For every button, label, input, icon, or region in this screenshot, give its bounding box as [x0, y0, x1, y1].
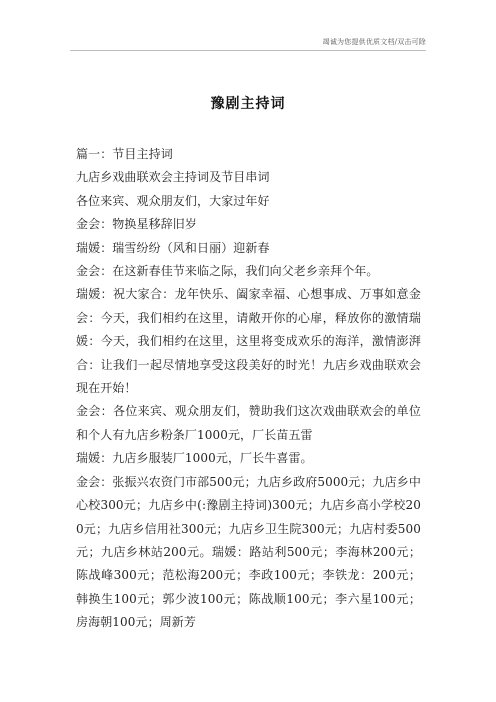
document-body [76, 143, 421, 635]
paragraph: 金会：物换星移辞旧岁 [76, 217, 198, 232]
paragraph: 篇一：节目主持词 [76, 147, 173, 161]
paragraph: 金会：各位来宾、观众朋友们，赞助我们这次戏曲联欢会的单位和个人有九店乡粉条厂1000元，厂长苗五雷 [76, 404, 421, 442]
paragraph: 九店乡戏曲联欢会主持词及节目串词 [76, 170, 270, 185]
paragraph: 各位来宾、观众朋友们，大家过年好 [76, 193, 270, 208]
paragraph: 瑞媛：九店乡服装厂1000元，厂长牛喜雷。 [76, 451, 313, 466]
document-title: 豫剧主持词 [210, 96, 286, 112]
paragraph: 瑞媛：祝大家合：龙年快乐、阖家幸福、心想事成、万事如意金会：今天，我们相约在这里，请敞开你的心扉，释放你的激情瑞媛：今天，我们相约在这里，这里将变成欢乐的海洋，激情澎湃合：让我们一起尽情地享受这段美好的时光！九店乡戏曲联欢会现在开始！ [76, 287, 421, 396]
header-divider [70, 50, 426, 51]
paragraph: 瑞媛：瑞雪纷纷（风和日丽）迎新春 [76, 240, 270, 255]
paragraph: 金会：在这新春佳节来临之际，我们向父老乡亲拜个年。 [76, 264, 379, 279]
paragraph: 金会：张振兴农资门市部500元；九店乡政府5000元；九店乡中心校300元；九店乡中(:豫剧主持词)300元；九店乡高小学校200元；九店乡信用社300元；九店乡卫生院300元；九店村委500元；九店乡林站200元。瑞媛：路站利500元；李海林200元；陈战峰300元；范松海200元；李政100元；李铁龙：200元；韩换生100元；郭少波100元；陈战顺100元；李六星100元；房海朝100元；周新芳 [76, 474, 421, 630]
header-note: 竭诚为您提供优质文档/双击可除 [322, 38, 426, 46]
